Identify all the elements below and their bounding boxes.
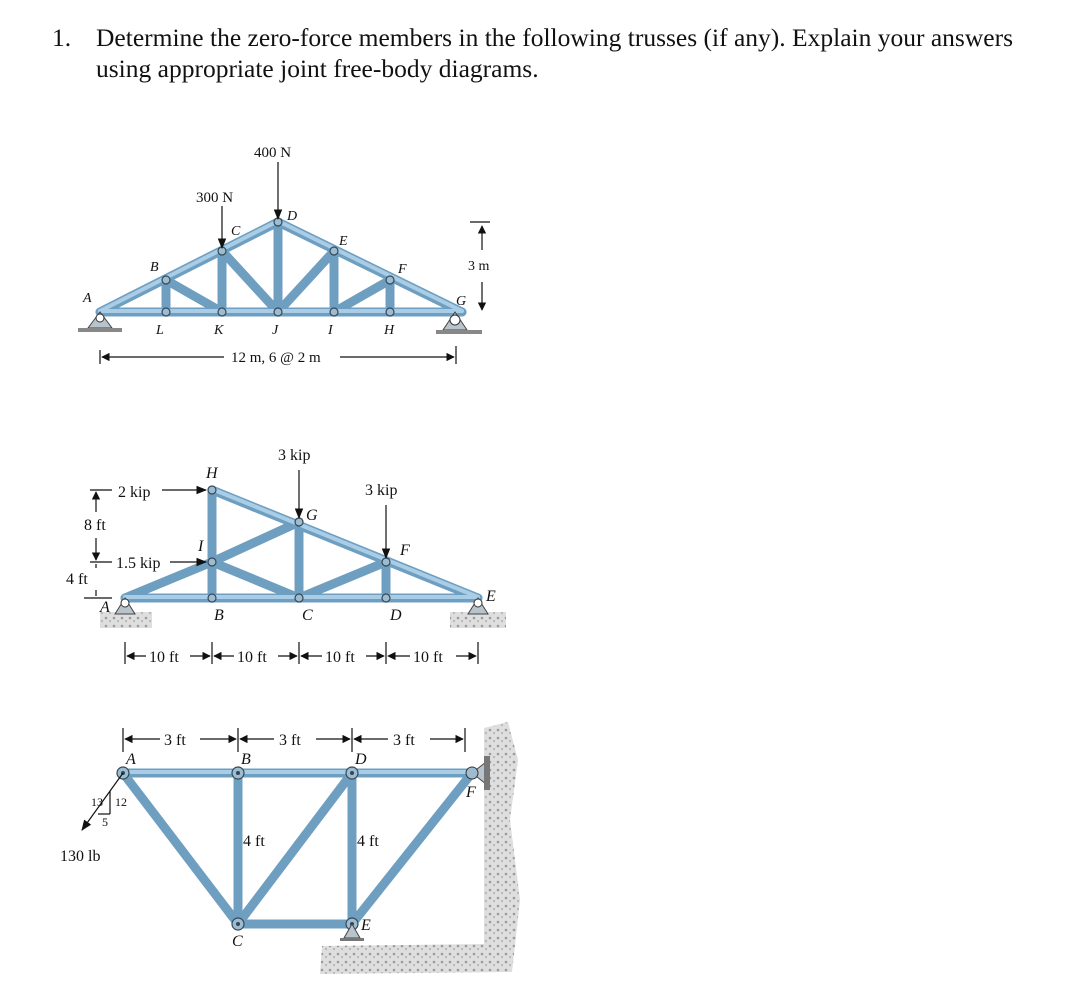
problem-number: 1. [52, 23, 72, 52]
joint-label: D [390, 607, 402, 624]
truss-2-members [125, 489, 478, 598]
span-label: 12 m, 6 @ 2 m [231, 350, 321, 366]
truss-3-members [123, 772, 472, 924]
joint-label: F [400, 542, 410, 559]
joint-label: G [306, 507, 318, 524]
joint-label: E [361, 917, 371, 934]
joint-label: J [272, 323, 279, 338]
truss-2 [66, 447, 506, 666]
load-i-label: 1.5 kip [116, 555, 161, 572]
height-label: 3 m [468, 259, 490, 274]
joint-label: C [231, 224, 241, 239]
load-f-label: 3 kip [365, 482, 398, 499]
spacing-label: 3 ft [279, 732, 301, 749]
joint-label: F [466, 784, 476, 801]
joint-label: D [355, 751, 367, 768]
joint-label: G [456, 294, 467, 309]
joint-label: A [126, 751, 136, 768]
spacing-label: 10 ft [413, 649, 443, 666]
joint-label: B [241, 751, 251, 768]
joint-label: C [232, 933, 243, 950]
truss-1-height-dimension [468, 222, 490, 310]
load-label: 130 lb [60, 848, 101, 865]
truss-1 [78, 145, 490, 366]
joint-label: E [486, 588, 496, 605]
truss-2-vertical-dimensions [66, 490, 112, 598]
load-c-label: 300 N [196, 190, 234, 206]
height-de-label: 4 ft [357, 833, 379, 850]
slope-hyp-label: 13 [91, 795, 103, 809]
problem-text: Determine the zero-force members in the following trusses (if any). Explain your answers using appropriate joint free-body diagrams. [96, 23, 1013, 83]
dim-upper-label: 8 ft [84, 517, 106, 534]
dim-lower-label: 4 ft [66, 571, 88, 588]
slope-vert-label: 12 [115, 795, 127, 809]
joint-label: K [214, 323, 224, 338]
load-h-label: 2 kip [118, 484, 151, 501]
truss-1-span-dimension [100, 346, 456, 366]
truss-3-horizontal-dimensions [123, 728, 465, 752]
joint-label: B [150, 260, 159, 275]
spacing-label: 10 ft [325, 649, 355, 666]
load-g-label: 3 kip [278, 447, 311, 464]
joint-label: E [339, 234, 348, 249]
truss-2-horizontal-dimensions [125, 642, 478, 666]
joint-label: D [287, 209, 298, 224]
spacing-label: 10 ft [149, 649, 179, 666]
truss-3 [60, 722, 520, 974]
joint-label: C [302, 607, 313, 624]
load-d-label: 400 N [254, 145, 292, 161]
spacing-label: 10 ft [237, 649, 267, 666]
joint-label: I [198, 538, 204, 555]
joint-label: L [156, 323, 164, 338]
slope-horiz-label: 5 [102, 815, 108, 829]
joint-label: A [83, 291, 92, 306]
spacing-label: 3 ft [393, 732, 415, 749]
joint-label: F [398, 262, 407, 277]
joint-label: A [100, 599, 110, 616]
height-cb-label: 4 ft [243, 833, 265, 850]
joint-label: H [206, 465, 218, 482]
spacing-label: 3 ft [164, 732, 186, 749]
joint-label: I [328, 323, 333, 338]
joint-label: H [384, 323, 395, 338]
joint-label: B [214, 607, 224, 624]
